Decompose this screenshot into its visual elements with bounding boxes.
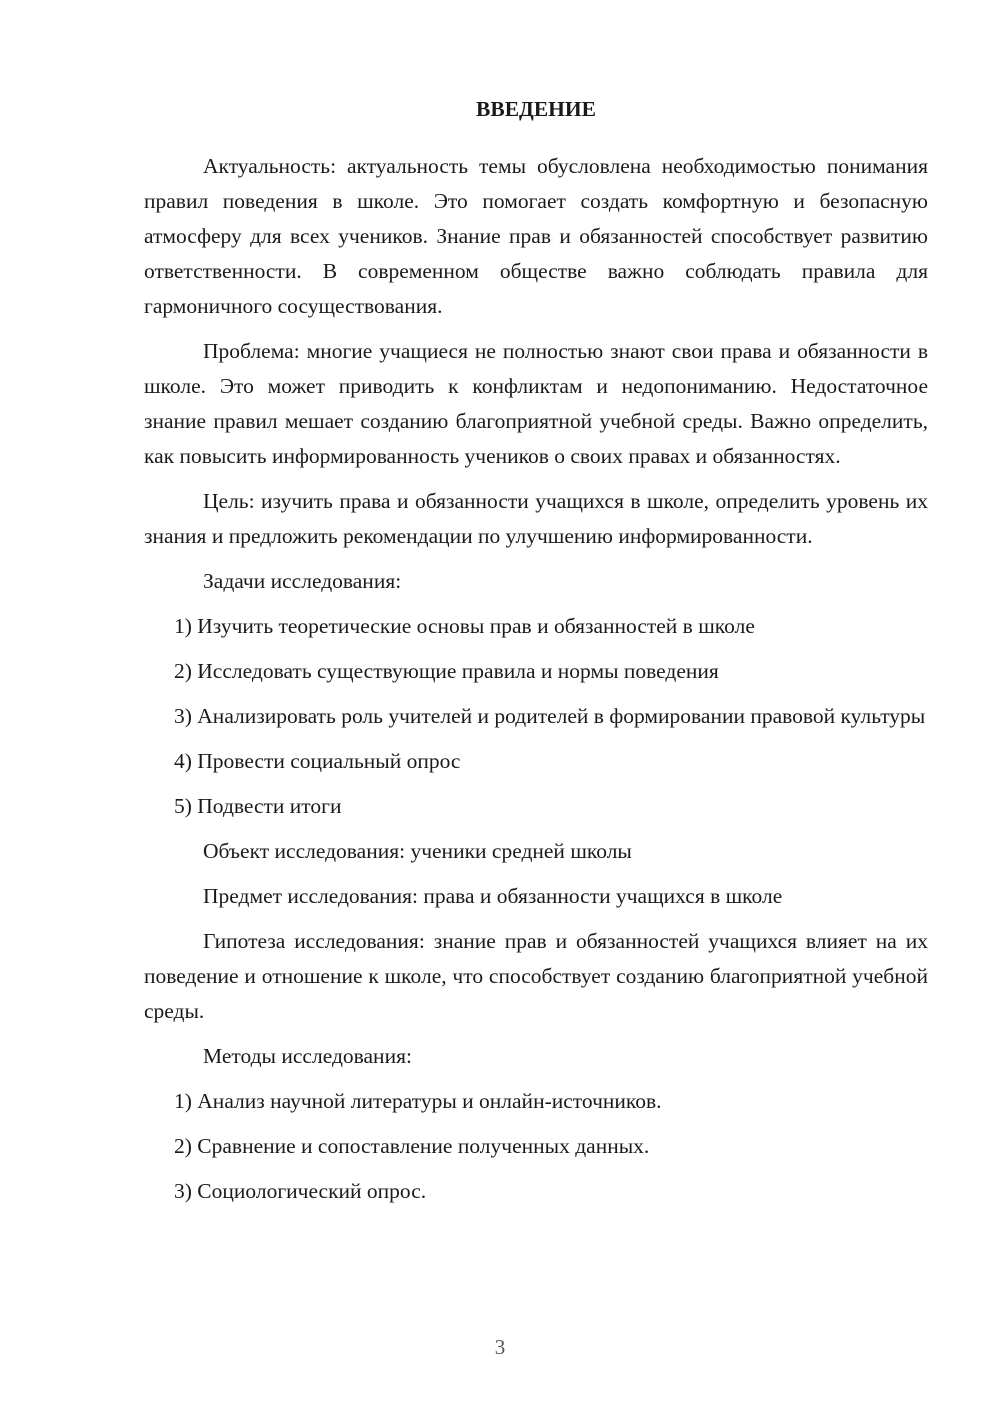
methods-heading: Методы исследования: <box>203 1044 412 1068</box>
page-number: 3 <box>494 1335 506 1359</box>
task-item: 2) Исследовать существующие правила и нормы поведения <box>174 659 719 683</box>
task-item: 1) Изучить теоретические основы прав и обязанностей в школе <box>174 614 755 638</box>
object-line: Объект исследования: ученики средней школы <box>203 839 632 863</box>
problem-paragraph: Проблема: многие учащиеся не полностью знают свои права и обязанности в школе. Это может приводить к конфликтам и недопониманию. Недостаточное знание правил мешает созданию благоприятной учебной среды. Важно определить, как повысить информированность учеников о своих правах и обязанностях. <box>144 339 928 468</box>
hypothesis-paragraph: Гипотеза исследования: знание прав и обязанностей учащихся влияет на их поведение и отношение к школе, что способствует созданию благоприятной учебной среды. <box>144 929 928 1023</box>
document-page <box>144 92 928 1219</box>
method-item: 2) Сравнение и сопоставление полученных данных. <box>174 1134 650 1158</box>
task-item: 4) Провести социальный опрос <box>174 749 461 773</box>
page-title: ВВЕДЕНИЕ <box>476 97 596 121</box>
task-item: 5) Подвести итоги <box>174 794 342 818</box>
goal-paragraph: Цель: изучить права и обязанности учащихся в школе, определить уровень их знания и предложить рекомендации по улучшению информированности. <box>144 489 928 548</box>
subject-line: Предмет исследования: права и обязанности учащихся в школе <box>203 884 783 908</box>
method-item: 3) Социологический опрос. <box>174 1179 427 1203</box>
relevance-paragraph: Актуальность: актуальность темы обусловлена необходимостью понимания правил поведения в школе. Это помогает создать комфортную и безопасную атмосферу для всех учеников. Знание прав и обязанностей способствует развитию ответственности. В современном обществе важно соблюдать правила для гармоничного сосуществования. <box>144 154 928 318</box>
method-item: 1) Анализ научной литературы и онлайн-источников. <box>174 1089 662 1113</box>
tasks-heading: Задачи исследования: <box>203 569 402 593</box>
task-item: 3) Анализировать роль учителей и родителей в формировании правовой культуры <box>174 704 926 728</box>
